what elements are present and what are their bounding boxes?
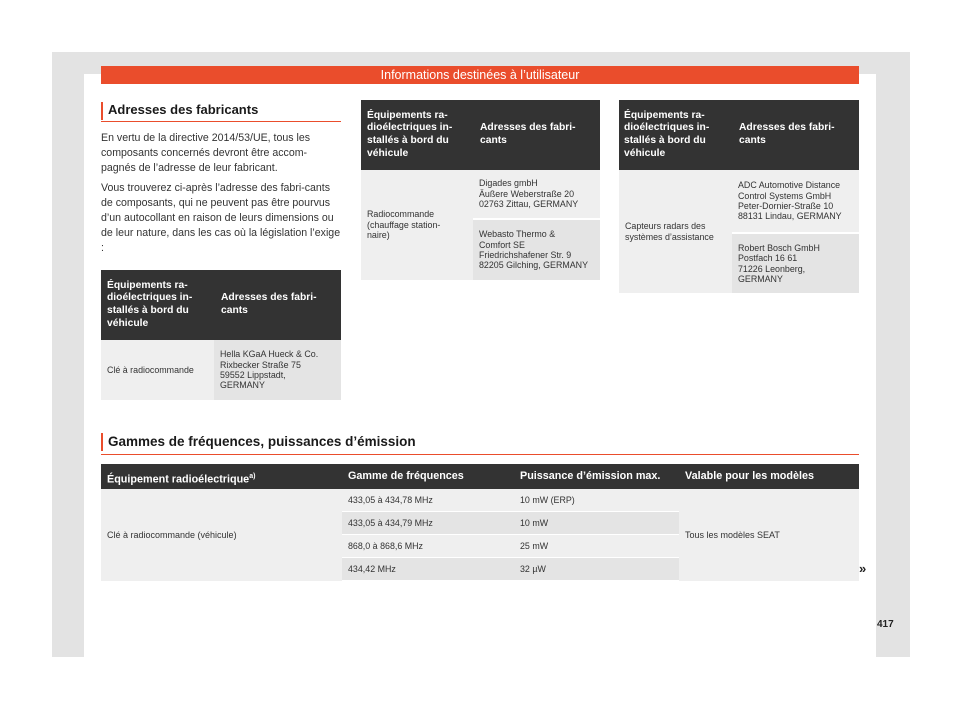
col-header-equipment: Équipements ra-dioélectriques in-stallés à bord du véhicule — [101, 270, 214, 340]
col-header-equipment: Équipement radioélectrique$^{a)}$ — [101, 464, 342, 489]
address-cell: Webasto Thermo & Comfort SE Friedrichshafener Str. 9 82205 Gilching, GERMANY — [473, 220, 600, 280]
section-rule — [101, 454, 859, 455]
equipment-cell: Clé à radiocommande — [101, 340, 214, 400]
range-cell: 434,42 MHz — [342, 558, 514, 580]
paragraph-directive: En vertu de la directive 2014/53/UE, tous les composants concernés devront être accom-pagnés de l’adresse de leur fabricant. — [101, 132, 311, 174]
frequencies-title: Gammes de fréquences, puissances d’émission — [108, 434, 416, 449]
power-cell: 25 mW — [514, 535, 679, 557]
col-header-addresses: Adresses des fabri-cants — [473, 100, 600, 170]
manufacturers-title: Adresses des fabricants — [108, 102, 259, 117]
col-header-power: Puissance d’émission max. — [514, 464, 679, 489]
continuation-mark: » — [859, 561, 867, 576]
power-cell: 10 mW — [514, 512, 679, 534]
section-marker — [101, 433, 103, 451]
section-rule — [101, 121, 341, 122]
address-cell: Robert Bosch GmbH Postfach 16 61 71226 Leonberg, GERMANY — [732, 234, 859, 293]
address-cell: Hella KGaA Hueck & Co. Rixbecker Straße 75 59552 Lippstadt, GERMANY — [214, 340, 341, 400]
models-cell: Tous les modèles SEAT — [679, 489, 859, 581]
col-header-equipment: Équipements ra-dioélectriques in-stallés à bord du véhicule — [361, 100, 473, 170]
range-cell: 868,0 à 868,6 MHz — [342, 535, 514, 557]
address-cell: ADC Automotive Distance Control Systems GmbH Peter-Dornier-Straße 10 88131 Lindau, GERMANY — [732, 170, 859, 232]
section-marker — [101, 102, 103, 120]
address-cell: Digades gmbH Äußere Weberstraße 20 02763 Zittau, GERMANY — [473, 170, 600, 218]
equipment-cell: Radiocommande (chauffage station- naire) — [361, 170, 473, 280]
range-cell: 433,05 à 434,78 MHz — [342, 489, 514, 511]
power-cell: 10 mW (ERP) — [514, 489, 679, 511]
equipment-cell: Clé à radiocommande (véhicule) — [101, 489, 342, 581]
col-header-equipment: Équipements ra-dioélectriques in-stallés à bord du véhicule — [619, 100, 732, 170]
col-header-range: Gamme de fréquences — [342, 464, 514, 489]
paragraph-exceptions: Vous trouverez ci-après l’adresse des fabri-cants de composants, qui ne peuvent pas être pourvus d’un autocollant en raison de leurs dimensions ou de leur nature, dans les cas où la législation l’exige : — [101, 182, 341, 254]
equipment-cell: Capteurs radars des systèmes d’assistance — [619, 170, 732, 293]
power-cell: 32 µW — [514, 558, 679, 580]
range-cell: 433,05 à 434,79 MHz — [342, 512, 514, 534]
footnote-marker: a) — [249, 473, 256, 480]
chapter-header: Informations destinées à l’utilisateur — [101, 66, 859, 84]
page-number: 417 — [877, 619, 894, 630]
col-header-models: Valable pour les modèles — [679, 464, 859, 489]
col-header-addresses: Adresses des fabri-cants — [732, 100, 859, 170]
manufacturers-intro — [101, 131, 341, 261]
col-header-addresses: Adresses des fabri-cants — [214, 270, 341, 340]
